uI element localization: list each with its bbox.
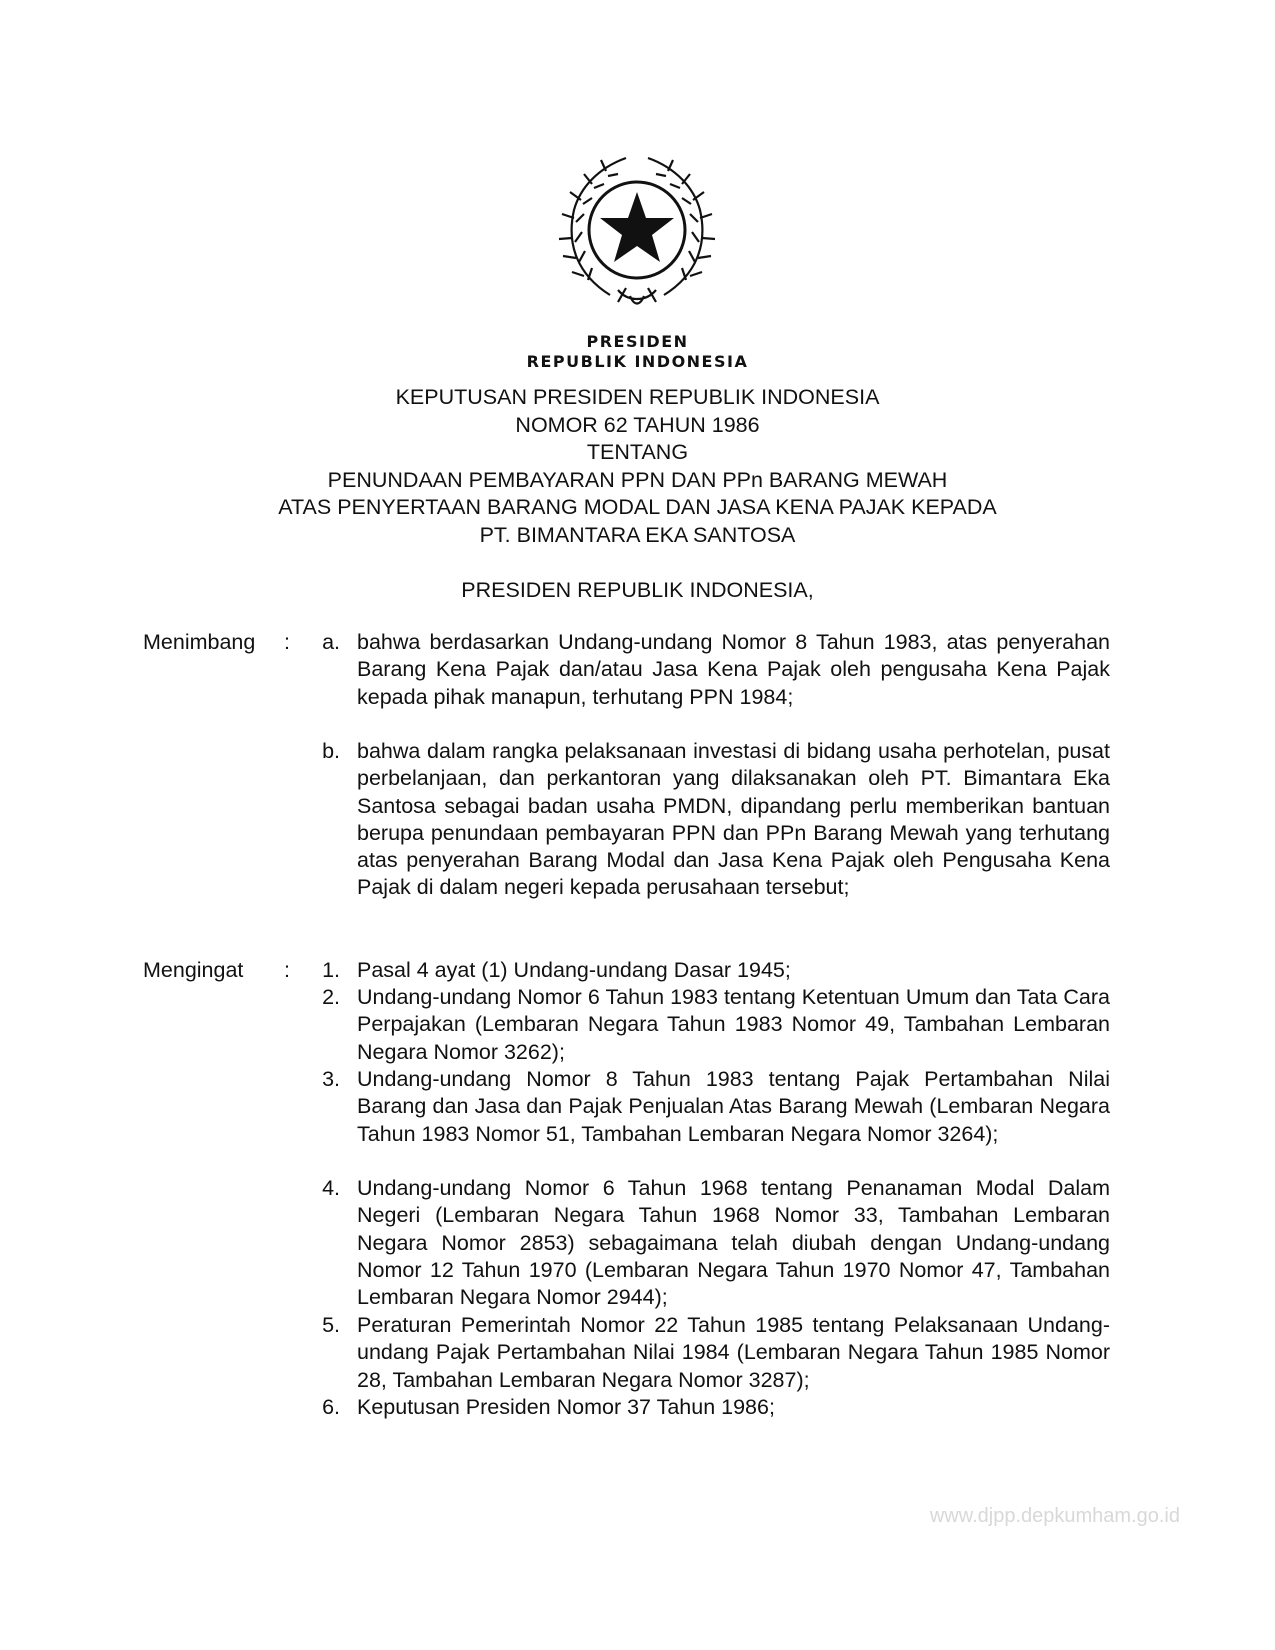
title-line: PENUNDAAN PEMBAYARAN PPN DAN PPn BARANG MEWAH <box>327 467 948 492</box>
item-marker: a. <box>322 630 340 654</box>
item-text: Undang-undang Nomor 8 Tahun 1983 tentang Pajak Pertambahan Nilai Barang dan Jasa dan Pajak Penjualan Atas Barang Mewah (Lembaran Negara Tahun 1983 Nomor 51, Tambahan Lembaran Negara Nomor 3264); <box>357 1067 1110 1146</box>
preamble: PRESIDEN REPUBLIK INDONESIA, <box>461 578 814 602</box>
title-line: NOMOR 62 TAHUN 1986 <box>515 412 760 437</box>
title-line: PT. BIMANTARA EKA SANTOSA <box>479 522 796 547</box>
title-line: ATAS PENYERTAAN BARANG MODAL DAN JASA KENA PAJAK KEPADA <box>278 495 997 519</box>
mengingat-item-3 <box>300 1066 1110 1148</box>
item-text: Undang-undang Nomor 6 Tahun 1983 tentang Ketentuan Umum dan Tata Cara Perpajakan (Lembaran Negara Tahun 1983 Nomor 49, Tambahan Lembaran Negara Nomor 3262); <box>357 985 1110 1064</box>
item-text: Keputusan Presiden Nomor 37 Tahun 1986; <box>357 1395 775 1419</box>
menimbang-label: Menimbang <box>143 630 256 654</box>
item-text: bahwa berdasarkan Undang-undang Nomor 8 Tahun 1983, atas penyerahan Barang Kena Pajak dan/atau Jasa Kena Pajak oleh pengusaha Kena Pajak kepada pihak manapun, terhutang PPN 1984; <box>357 630 1110 709</box>
mengingat-item-5 <box>300 1312 1110 1394</box>
decree-title <box>0 384 1275 549</box>
item-marker: 1. <box>322 958 340 982</box>
item-text: Peraturan Pemerintah Nomor 22 Tahun 1985 tentang Pelaksanaan Undang-undang Pajak Pertambahan Nilai 1984 (Lembaran Negara Tahun 1985 Nomor 28, Tambahan Lembaran Negara Nomor 3287); <box>357 1313 1110 1392</box>
title-line: TENTANG <box>586 440 689 464</box>
item-marker: 6. <box>322 1395 340 1419</box>
menimbang-item-b <box>300 738 1110 902</box>
header-line-presiden: PRESIDEN <box>586 332 689 351</box>
mengingat-label: Mengingat <box>143 958 244 982</box>
watermark-url: www.djpp.depkumham.go.id <box>929 1505 1180 1527</box>
menimbang-colon: : <box>284 630 290 654</box>
mengingat-colon: : <box>284 958 290 982</box>
item-marker: b. <box>322 739 340 763</box>
mengingat-item-4 <box>300 1175 1110 1311</box>
menimbang-item-a <box>300 629 1110 711</box>
mengingat-item-2 <box>300 984 1110 1066</box>
item-marker: 4. <box>322 1176 340 1200</box>
title-line: KEPUTUSAN PRESIDEN REPUBLIK INDONESIA <box>395 385 880 409</box>
item-text: Pasal 4 ayat (1) Undang-undang Dasar 1945; <box>357 958 791 982</box>
item-marker: 5. <box>322 1313 340 1337</box>
item-text: Undang-undang Nomor 6 Tahun 1968 tentang Penanaman Modal Dalam Negeri (Lembaran Negara Tahun 1968 Nomor 33, Tambahan Lembaran Negara Nomor 2853) sebagaimana telah diubah dengan Undang-undang Nomor 12 Tahun 1970 (Lembaran Negara Tahun 1970 Nomor 47, Tambahan Lembaran Negara Nomor 2944); <box>357 1176 1110 1310</box>
item-text: bahwa dalam rangka pelaksanaan investasi di bidang usaha perhotelan, pusat perbelanjaan, dan perkantoran yang dilaksanakan oleh PT. Bimantara Eka Santosa sebagai badan usaha PMDN, dipandang perlu memberikan bantuan berupa penundaan pembayaran PPN dan PPn Barang Mewah yang terhutang atas penyerahan Barang Modal dan Jasa Kena Pajak oleh Pengusaha Kena Pajak di dalam negeri kepada perusahaan tersebut; <box>357 739 1110 900</box>
garuda-emblem-icon <box>548 150 726 310</box>
mengingat-item-6 <box>300 1394 1110 1421</box>
header-line-republik: REPUBLIK INDONESIA <box>526 352 749 371</box>
item-marker: 3. <box>322 1067 340 1091</box>
mengingat-item-1 <box>300 957 1110 984</box>
item-marker: 2. <box>322 985 340 1009</box>
